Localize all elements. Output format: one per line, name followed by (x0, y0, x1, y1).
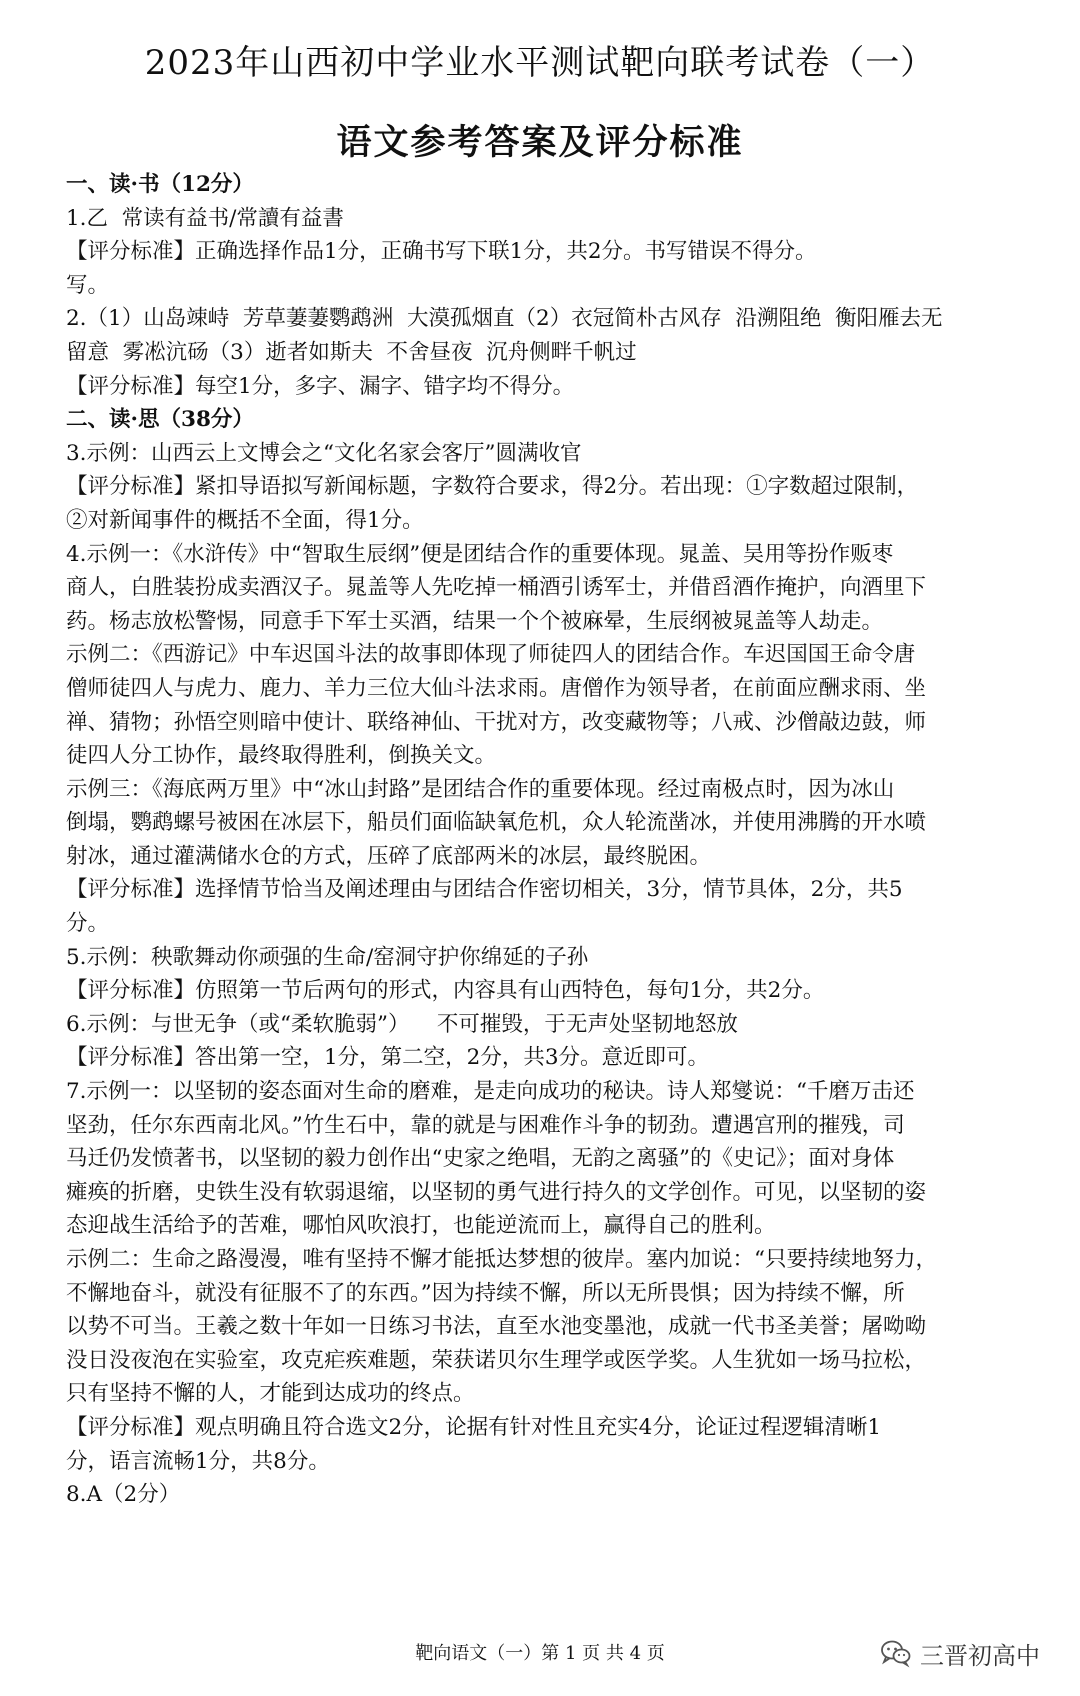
section-heading: 二、读·思（38分） (66, 407, 254, 433)
answer-line: 6.示例：与世无争（或“柔软脆弱”） 不可摧毁，于无声处坚韧地怒放 (66, 1011, 738, 1037)
answer-line: 8.A（2分） (66, 1482, 181, 1508)
page-footer: 靶向语文（一）第 1 页 共 4 页 (415, 1643, 665, 1664)
answer-line: 3.示例：山西云上文博会之“文化名家会客厅”圆满收官 (66, 440, 582, 466)
watermark (880, 1636, 1040, 1670)
answer-line: 5.示例：秧歌舞动你顽强的生命/窑洞守护你绵延的子孙 (66, 944, 589, 970)
answer-line: 【评分标准】观点明确且符合选文2分，论据有针对性且充实4分，论证过程逻辑清晰1 (66, 1414, 882, 1440)
answer-content (66, 168, 1016, 1512)
answer-line: 写。 (66, 272, 110, 298)
answer-line: 僧师徒四人与虎力、鹿力、羊力三位大仙斗法求雨。唐僧作为领导者，在前面应酬求雨、坐 (66, 675, 927, 701)
document-header (0, 38, 1080, 168)
answer-line: 商人，白胜装扮成卖酒汉子。晁盖等人先吃掉一桶酒引诱军士，并借舀酒作掩护，向酒里下 (66, 575, 927, 601)
answer-line: 【评分标准】仿照第一节后两句的形式，内容具有山西特色，每句1分，共2分。 (66, 978, 825, 1004)
answer-line: 分。 (66, 911, 110, 937)
answer-line: 【评分标准】每空1分，多字、漏字、错字均不得分。 (66, 373, 575, 399)
answer-line: 只有坚持不懈的人，才能到达成功的终点。 (66, 1381, 475, 1407)
answer-line: 留意 雾凇沆砀（3）逝者如斯夫 不舍昼夜 沉舟侧畔千帆过 (66, 339, 637, 365)
answer-line: 药。杨志放松警惕，同意手下军士买酒，结果一个个被麻晕，生辰纲被晁盖等人劫走。 (66, 608, 884, 634)
answer-line: 分，语言流畅1分，共8分。 (66, 1448, 330, 1474)
answer-line: 4.示例一：《水浒传》中“智取生辰纲”便是团结合作的重要体现。晁盖、吴用等扮作贩枣 (66, 541, 894, 567)
answer-line: 示例二：《西游记》中车迟国斗法的故事即体现了师徒四人的团结合作。车迟国国王命令唐 (66, 642, 916, 668)
answer-line: 以势不可当。王羲之数十年如一日练习书法，直至水池变墨池，成就一代书圣美誉；屠呦呦 (66, 1314, 927, 1340)
watermark-text: 三晋初高中 (920, 1641, 1040, 1670)
answer-line: 没日没夜泡在实验室，攻克疟疾难题，荣获诺贝尔生理学或医学奖。人生犹如一场马拉松， (66, 1347, 927, 1373)
wechat-icon (880, 1638, 912, 1668)
answer-line: 马迁仍发愤著书，以坚韧的毅力创作出“史家之绝唱，无韵之离骚”的《史记》；面对身体 (66, 1146, 895, 1172)
answer-line: 射冰，通过灌满储水仓的方式，压碎了底部两米的冰层，最终脱困。 (66, 843, 712, 869)
answer-line: 【评分标准】紧扣导语拟写新闻标题，字数符合要求，得2分。若出现：①字数超过限制， (66, 474, 919, 500)
answer-line: 【评分标准】正确选择作品1分，正确书写下联1分，共2分。书写错误不得分。 (66, 239, 817, 265)
answer-line: 2.（1）山岛竦峙 芳草萋萋鹦鹉洲 大漠孤烟直（2）衣冠简朴古风存 沿溯阻绝 衡阳雁去无 (66, 306, 943, 332)
section-heading: 一、读·书（12分） (66, 172, 254, 197)
answer-key-subtitle: 语文参考答案及评分标准 (336, 122, 744, 163)
answer-line: 7.示例一：以坚韧的姿态面对生命的磨难，是走向成功的秘诀。诗人郑燮说：“千磨万击还 (66, 1079, 915, 1105)
exam-title: 2023年山西初中学业水平测试靶向联考试卷（一） (144, 43, 936, 83)
answer-line: 坚劲，任尔东西南北风。”竹生石中，靠的就是与困难作斗争的韧劲。遭遇宫刑的摧残，司 (66, 1112, 905, 1138)
answer-line: 不懈地奋斗，就没有征服不了的东西。”因为持续不懈，所以无所畏惧；因为持续不懈，所 (66, 1280, 905, 1306)
answer-line: ②对新闻事件的概括不全面，得1分。 (66, 507, 424, 533)
answer-line: 【评分标准】答出第一空，1分，第二空，2分，共3分。意近即可。 (66, 1045, 710, 1071)
answer-line: 禅、猜物；孙悟空则暗中使计、联络神仙、干扰对方，改变藏物等；八戒、沙僧敲边鼓，师 (66, 709, 927, 735)
answer-line: 示例二：生命之路漫漫，唯有坚持不懈才能抵达梦想的彼岸。塞内加说：“只要持续地努力， (66, 1247, 937, 1272)
answer-line: 1.乙 常读有益书/常讀有益書 (66, 205, 344, 231)
answer-line: 【评分标准】选择情节恰当及阐述理由与团结合作密切相关，3分，情节具体，2分，共5 (66, 877, 903, 903)
answer-line: 示例三：《海底两万里》中“冰山封路”是团结合作的重要体现。经过南极点时，因为冰山 (66, 776, 895, 802)
answer-line: 倒塌，鹦鹉螺号被困在冰层下，船员们面临缺氧危机，众人轮流凿冰，并使用沸腾的开水喷 (66, 810, 927, 836)
answer-line: 态迎战生活给予的苦难，哪怕风吹浪打，也能逆流而上，赢得自己的胜利。 (66, 1213, 776, 1239)
answer-line: 徒四人分工协作，最终取得胜利，倒换关文。 (66, 743, 497, 769)
answer-line: 瘫痪的折磨，史铁生没有软弱退缩，以坚韧的勇气进行持久的文学创作。可见，以坚韧的姿 (66, 1179, 927, 1205)
